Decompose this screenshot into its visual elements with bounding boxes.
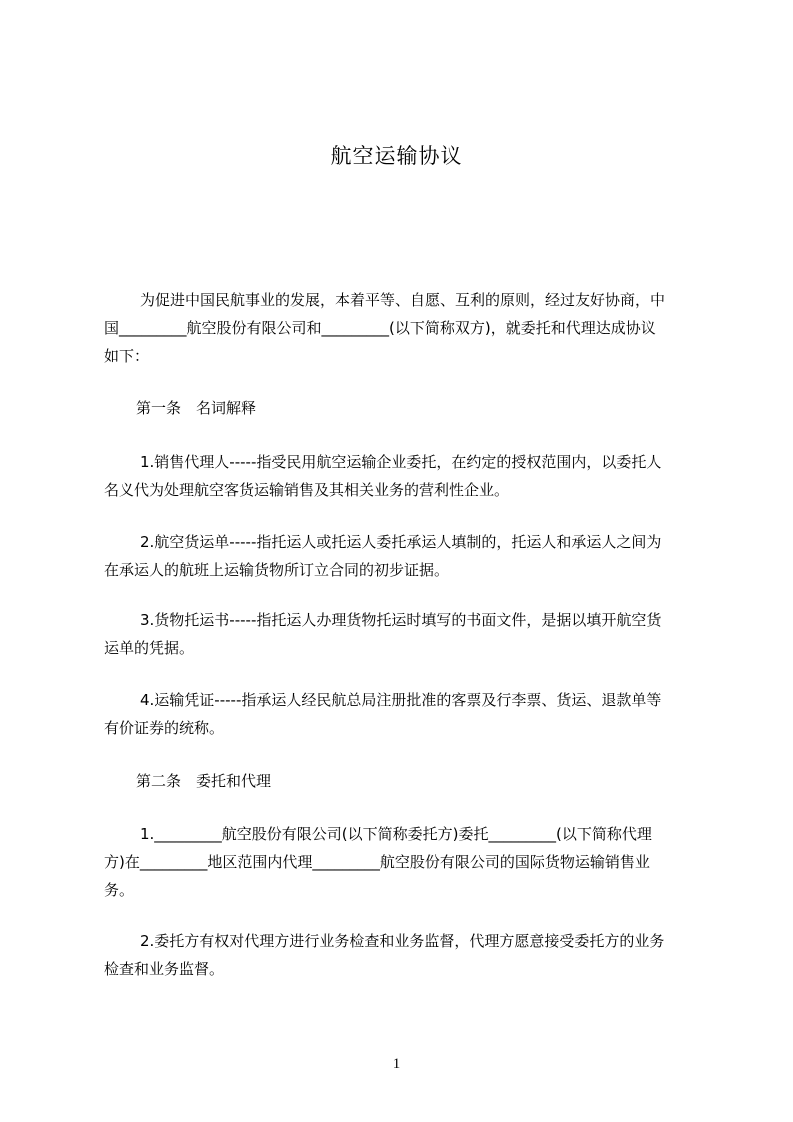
page-number: 1 (392, 1056, 401, 1072)
item-line: 4.运输凭证-----指承运人经民航总局注册批准的客票及行李票、货运、退款单等 (140, 691, 662, 709)
item-line: 方)在_________地区范围内代理_________航空股份有限公司的国际货物运输销售业 (104, 853, 650, 871)
item-line: 3.货物托运书-----指托运人办理货物托运时填写的书面文件，是据以填开航空货 (140, 611, 662, 629)
article-2-heading: 第二条 委托和代理 (136, 772, 272, 790)
item-line: 务。 (104, 881, 135, 899)
item-line: 名义代为处理航空客货运输销售及其相关业务的营利性企业。 (104, 481, 510, 499)
article-1-heading: 第一条 名词解释 (136, 399, 257, 417)
intro-line-2: 国_________航空股份有限公司和_________(以下简称双方)，就委托和代理达成协议 (104, 319, 656, 337)
document-title: 航空运输协议 (330, 144, 463, 168)
article-1-item-3 (104, 606, 720, 662)
article-1-item-4 (104, 686, 720, 742)
item-line: 检查和业务监督。 (104, 960, 225, 978)
item-line: 有价证券的统称。 (104, 719, 225, 737)
item-line: 2.航空货运单-----指托运人或托运人委托承运人填制的，托运人和承运人之间为 (140, 533, 662, 551)
item-line: 运单的凭据。 (104, 639, 195, 657)
item-line: 2.委托方有权对代理方进行业务检查和业务监督，代理方愿意接受委托方的业务 (140, 932, 665, 950)
article-2-item-1 (104, 820, 720, 904)
article-2-item-2 (104, 927, 720, 983)
item-line: 1.销售代理人-----指受民用航空运输企业委托，在约定的授权范围内，以委托人 (140, 453, 662, 471)
intro-line-3: 如下： (104, 347, 150, 365)
item-line: 在承运人的航班上运输货物所订立合同的初步证据。 (104, 561, 450, 579)
article-1-item-2 (104, 528, 720, 584)
article-1-item-1 (104, 448, 720, 504)
intro-paragraph (104, 286, 720, 370)
intro-line-1: 为促进中国民航事业的发展，本着平等、自愿、互利的原则，经过友好协商，中 (140, 291, 666, 309)
item-line: 1._________航空股份有限公司(以下简称委托方)委托_________(以下简称代理 (140, 825, 652, 843)
